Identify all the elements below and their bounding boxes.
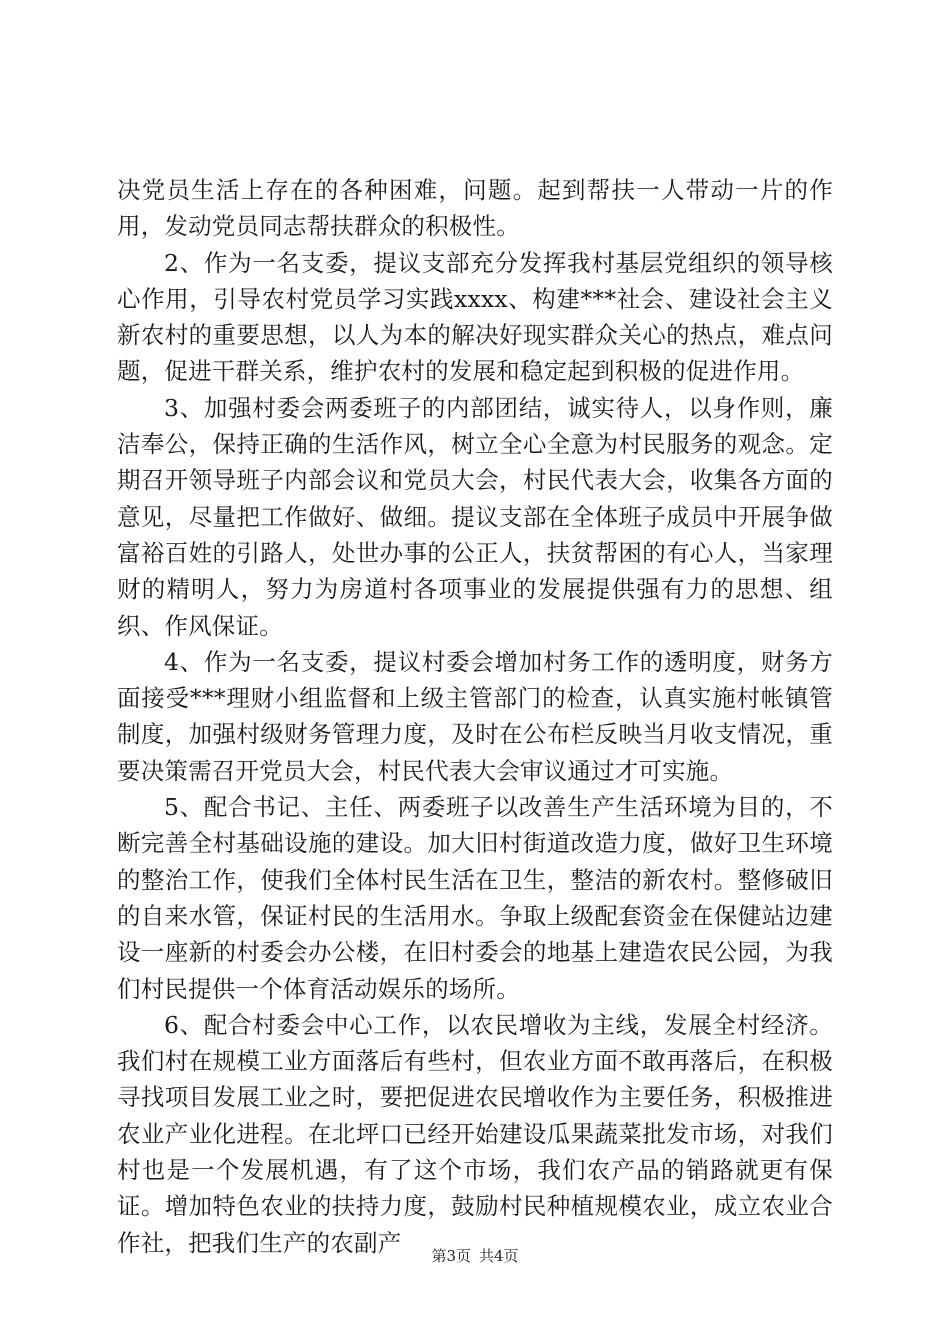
paragraph-item-5: 5、配合书记、主任、两委班子以改善生产生活环境为目的，不断完善全村基础设施的建设。加大旧村街道改造力度，做好卫生环境的整治工作，使我们全体村民生活在卫生，整洁的新农村。整修破旧的自来水管，保证村民的生活用水。争取上级配套资金在保健站边建设一座新的村委会办公楼，在旧村委会的地基上建造农民公园，为我们村民提供一个体育活动娱乐的场所。	[117, 793, 833, 1003]
document-body	[117, 172, 833, 1261]
paragraph-continuation: 决党员生活上存在的各种困难，问题。起到帮扶一人带动一片的作用，发动党员同志帮扶群众的积极性。	[117, 176, 833, 241]
total-pages: 共4页	[479, 1247, 519, 1265]
page-footer	[0, 1245, 950, 1266]
paragraph-item-6: 6、配合村委会中心工作，以农民增收为主线，发展全村经济。我们村在规模工业方面落后有些村，但农业方面不敢再落后，在积极寻找项目发展工业之时，要把促进农民增收作为主要任务，积极推进农业产业化进程。在北坪口已经开始建设瓜果蔬菜批发市场，对我们村也是一个发展机遇，有了这个市场，我们农产品的销路就更有保证。增加特色农业的扶持力度，鼓励村民种植规模农业，成立农业合作社，把我们生产的农副产	[117, 1010, 833, 1257]
paragraph-item-2: 2、作为一名支委，提议支部充分发挥我村基层党组织的领导核心作用，引导农村党员学习实践xxxx、构建***社会、建设社会主义新农村的重要思想，以人为本的解决好现实群众关心的热点，难点问题，促进干群关系，维护农村的发展和稳定起到积极的促进作用。	[117, 248, 833, 386]
paragraph-item-3: 3、加强村委会两委班子的内部团结，诚实待人，以身作则，廉洁奉公，保持正确的生活作风，树立全心全意为村民服务的观念。定期召开领导班子内部会议和党员大会，村民代表大会，收集各方面的意见，尽量把工作做好、做细。提议支部在全体班子成员中开展争做富裕百姓的引路人，处世办事的公正人，扶贫帮困的有心人，当家理财的精明人，努力为房道村各项事业的发展提供强有力的思想、组织、作风保证。	[117, 393, 833, 640]
paragraph-item-4: 4、作为一名支委，提议村委会增加村务工作的透明度，财务方面接受***理财小组监督和上级主管部门的检查，认真实施村帐镇管制度，加强村级财务管理力度，及时在公布栏反映当月收支情况，重要决策需召开党员大会，村民代表大会审议通过才可实施。	[117, 647, 833, 785]
page-number: 第3页	[431, 1247, 471, 1265]
